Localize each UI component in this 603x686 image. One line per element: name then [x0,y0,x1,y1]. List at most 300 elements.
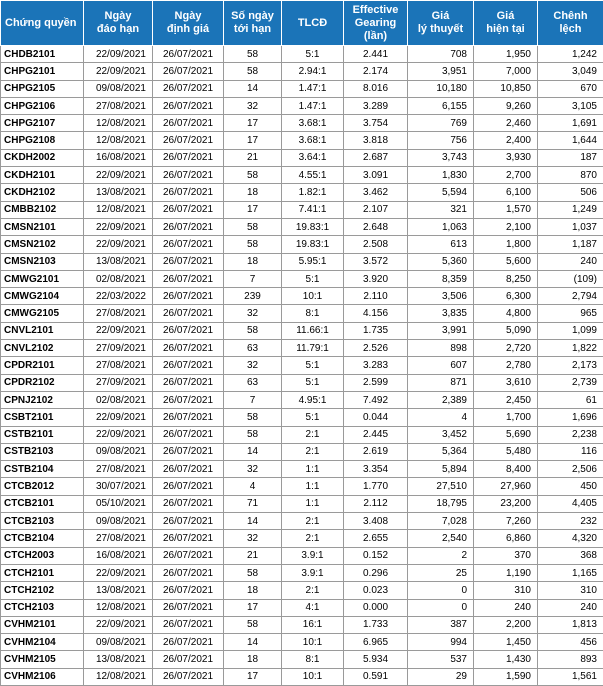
cell-warrant-code: CTCH2003 [1,547,84,564]
cell-conversion-ratio: 5:1 [282,46,344,63]
cell-days-to-maturity: 18 [224,651,282,668]
cell-theoretical-price: 29 [408,668,474,685]
cell-conversion-ratio: 5:1 [282,357,344,374]
cell-theoretical-price: 708 [408,46,474,63]
cell-difference: 3,049 [538,63,603,80]
cell-valuation-date: 26/07/2021 [153,184,224,201]
cell-effective-gearing: 3.283 [344,357,408,374]
cell-valuation-date: 26/07/2021 [153,443,224,460]
cell-warrant-code: CMWG2101 [1,270,84,287]
cell-days-to-maturity: 58 [224,616,282,633]
cell-maturity-date: 13/08/2021 [84,184,153,201]
cell-difference: 1,187 [538,236,603,253]
cell-effective-gearing: 3.818 [344,132,408,149]
cell-theoretical-price: 3,506 [408,288,474,305]
cell-current-price: 8,250 [474,270,538,287]
cell-conversion-ratio: 11.79:1 [282,340,344,357]
cell-warrant-code: CHPG2107 [1,115,84,132]
cell-valuation-date: 26/07/2021 [153,132,224,149]
cell-maturity-date: 09/08/2021 [84,80,153,97]
cell-conversion-ratio: 10:1 [282,668,344,685]
cell-theoretical-price: 537 [408,651,474,668]
cell-theoretical-price: 3,835 [408,305,474,322]
cell-effective-gearing: 2.112 [344,495,408,512]
cell-effective-gearing: 2.687 [344,149,408,166]
cell-conversion-ratio: 2:1 [282,513,344,530]
cell-maturity-date: 27/09/2021 [84,374,153,391]
cell-valuation-date: 26/07/2021 [153,530,224,547]
table-row [1,564,603,581]
cell-warrant-code: CHPG2108 [1,132,84,149]
table-row [1,115,603,132]
table-row [1,218,603,235]
cell-valuation-date: 26/07/2021 [153,115,224,132]
cell-effective-gearing: 1.735 [344,322,408,339]
cell-maturity-date: 27/08/2021 [84,357,153,374]
table-row [1,634,603,651]
cell-days-to-maturity: 17 [224,668,282,685]
cell-warrant-code: CNVL2102 [1,340,84,357]
table-row [1,63,603,80]
cell-current-price: 6,300 [474,288,538,305]
cell-valuation-date: 26/07/2021 [153,357,224,374]
cell-warrant-code: CSTB2103 [1,443,84,460]
cell-conversion-ratio: 1:1 [282,495,344,512]
cell-valuation-date: 26/07/2021 [153,651,224,668]
cell-effective-gearing: 2.648 [344,218,408,235]
cell-current-price: 2,400 [474,132,538,149]
cell-current-price: 2,200 [474,616,538,633]
cell-maturity-date: 02/08/2021 [84,270,153,287]
cell-days-to-maturity: 17 [224,599,282,616]
cell-conversion-ratio: 1.47:1 [282,97,344,114]
cell-effective-gearing: 1.733 [344,616,408,633]
cell-current-price: 2,780 [474,357,538,374]
cell-theoretical-price: 2,540 [408,530,474,547]
cell-current-price: 1,190 [474,564,538,581]
cell-theoretical-price: 994 [408,634,474,651]
cell-warrant-code: CMSN2101 [1,218,84,235]
table-row [1,201,603,218]
table-row [1,513,603,530]
cell-difference: 61 [538,391,603,408]
cell-difference: 506 [538,184,603,201]
cell-warrant-code: CSTB2104 [1,461,84,478]
cell-difference: 2,173 [538,357,603,374]
cell-warrant-code: CPDR2101 [1,357,84,374]
cell-conversion-ratio: 8:1 [282,305,344,322]
cell-effective-gearing: 8.016 [344,80,408,97]
table-row [1,426,603,443]
cell-valuation-date: 26/07/2021 [153,253,224,270]
cell-conversion-ratio: 11.66:1 [282,322,344,339]
cell-conversion-ratio: 5:1 [282,409,344,426]
cell-difference: 1,644 [538,132,603,149]
cell-days-to-maturity: 18 [224,253,282,270]
cell-days-to-maturity: 32 [224,530,282,547]
cell-maturity-date: 12/08/2021 [84,201,153,218]
cell-theoretical-price: 5,360 [408,253,474,270]
cell-maturity-date: 22/09/2021 [84,322,153,339]
cell-warrant-code: CHPG2106 [1,97,84,114]
cell-current-price: 7,000 [474,63,538,80]
cell-valuation-date: 26/07/2021 [153,616,224,633]
header-conversion-ratio: TLCĐ [282,1,344,46]
cell-maturity-date: 02/08/2021 [84,391,153,408]
cell-difference: 187 [538,149,603,166]
cell-theoretical-price: 321 [408,201,474,218]
cell-difference: 1,696 [538,409,603,426]
table-row [1,132,603,149]
cell-theoretical-price: 25 [408,564,474,581]
cell-difference: 450 [538,478,603,495]
cell-effective-gearing: 2.110 [344,288,408,305]
cell-days-to-maturity: 58 [224,564,282,581]
table-row [1,616,603,633]
cell-maturity-date: 13/08/2021 [84,253,153,270]
cell-maturity-date: 16/08/2021 [84,547,153,564]
cell-maturity-date: 27/08/2021 [84,305,153,322]
cell-difference: 965 [538,305,603,322]
cell-theoretical-price: 613 [408,236,474,253]
cell-current-price: 2,720 [474,340,538,357]
cell-days-to-maturity: 32 [224,461,282,478]
cell-maturity-date: 13/08/2021 [84,582,153,599]
cell-valuation-date: 26/07/2021 [153,340,224,357]
cell-conversion-ratio: 4:1 [282,599,344,616]
table-row [1,253,603,270]
cell-current-price: 2,100 [474,218,538,235]
table-row [1,270,603,287]
cell-valuation-date: 26/07/2021 [153,63,224,80]
cell-warrant-code: CVHM2104 [1,634,84,651]
cell-current-price: 23,200 [474,495,538,512]
cell-valuation-date: 26/07/2021 [153,167,224,184]
cell-days-to-maturity: 58 [224,46,282,63]
cell-days-to-maturity: 14 [224,634,282,651]
cell-current-price: 1,590 [474,668,538,685]
cell-effective-gearing: 5.934 [344,651,408,668]
table-row [1,668,603,685]
table-row [1,478,603,495]
cell-current-price: 2,450 [474,391,538,408]
cell-conversion-ratio: 1.47:1 [282,80,344,97]
cell-difference: 240 [538,253,603,270]
cell-warrant-code: CMSN2103 [1,253,84,270]
table-row [1,461,603,478]
cell-theoretical-price: 27,510 [408,478,474,495]
cell-difference: 2,794 [538,288,603,305]
header-current-price: Giá hiện tại [474,1,538,46]
table-row [1,409,603,426]
cell-conversion-ratio: 5:1 [282,270,344,287]
cell-warrant-code: CMWG2104 [1,288,84,305]
table-row [1,530,603,547]
header-days-to-maturity: Số ngày tới hạn [224,1,282,46]
cell-current-price: 10,850 [474,80,538,97]
cell-days-to-maturity: 21 [224,547,282,564]
cell-maturity-date: 22/09/2021 [84,46,153,63]
cell-warrant-code: CTCH2102 [1,582,84,599]
cell-theoretical-price: 1,830 [408,167,474,184]
table-row [1,340,603,357]
cell-maturity-date: 16/08/2021 [84,149,153,166]
cell-effective-gearing: 2.441 [344,46,408,63]
cell-current-price: 6,860 [474,530,538,547]
cell-effective-gearing: 2.619 [344,443,408,460]
table-row [1,80,603,97]
cell-days-to-maturity: 18 [224,582,282,599]
cell-days-to-maturity: 4 [224,478,282,495]
cell-days-to-maturity: 17 [224,132,282,149]
cell-maturity-date: 22/09/2021 [84,218,153,235]
cell-current-price: 8,400 [474,461,538,478]
cell-theoretical-price: 3,743 [408,149,474,166]
cell-difference: 1,561 [538,668,603,685]
cell-maturity-date: 22/09/2021 [84,63,153,80]
cell-effective-gearing: 0.000 [344,599,408,616]
cell-days-to-maturity: 32 [224,305,282,322]
cell-warrant-code: CPDR2102 [1,374,84,391]
cell-theoretical-price: 18,795 [408,495,474,512]
table-row [1,357,603,374]
cell-days-to-maturity: 58 [224,167,282,184]
cell-valuation-date: 26/07/2021 [153,46,224,63]
cell-effective-gearing: 0.591 [344,668,408,685]
cell-effective-gearing: 3.572 [344,253,408,270]
cell-theoretical-price: 3,991 [408,322,474,339]
cell-valuation-date: 26/07/2021 [153,270,224,287]
cell-theoretical-price: 10,180 [408,80,474,97]
cell-effective-gearing: 2.655 [344,530,408,547]
cell-effective-gearing: 2.445 [344,426,408,443]
cell-warrant-code: CKDH2101 [1,167,84,184]
cell-warrant-code: CMWG2105 [1,305,84,322]
cell-current-price: 2,460 [474,115,538,132]
cell-current-price: 1,450 [474,634,538,651]
cell-conversion-ratio: 2:1 [282,582,344,599]
cell-valuation-date: 26/07/2021 [153,391,224,408]
cell-maturity-date: 30/07/2021 [84,478,153,495]
cell-valuation-date: 26/07/2021 [153,409,224,426]
cell-days-to-maturity: 17 [224,201,282,218]
cell-days-to-maturity: 58 [224,426,282,443]
cell-warrant-code: CTCB2101 [1,495,84,512]
cell-valuation-date: 26/07/2021 [153,668,224,685]
cell-valuation-date: 26/07/2021 [153,426,224,443]
cell-maturity-date: 27/08/2021 [84,461,153,478]
table-row [1,236,603,253]
cell-maturity-date: 09/08/2021 [84,443,153,460]
cell-conversion-ratio: 5.95:1 [282,253,344,270]
cell-theoretical-price: 8,359 [408,270,474,287]
cell-theoretical-price: 4 [408,409,474,426]
cell-maturity-date: 22/09/2021 [84,167,153,184]
cell-current-price: 240 [474,599,538,616]
cell-difference: 2,506 [538,461,603,478]
cell-conversion-ratio: 1:1 [282,461,344,478]
table-row [1,495,603,512]
cell-days-to-maturity: 14 [224,443,282,460]
cell-warrant-code: CMSN2102 [1,236,84,253]
cell-warrant-code: CKDH2002 [1,149,84,166]
cell-days-to-maturity: 71 [224,495,282,512]
cell-warrant-code: CTCB2104 [1,530,84,547]
cell-maturity-date: 12/08/2021 [84,115,153,132]
cell-difference: 116 [538,443,603,460]
cell-theoretical-price: 0 [408,599,474,616]
cell-effective-gearing: 3.462 [344,184,408,201]
cell-maturity-date: 09/08/2021 [84,513,153,530]
cell-conversion-ratio: 8:1 [282,651,344,668]
cell-warrant-code: CSBT2101 [1,409,84,426]
cell-conversion-ratio: 2:1 [282,443,344,460]
cell-maturity-date: 12/08/2021 [84,668,153,685]
cell-maturity-date: 13/08/2021 [84,651,153,668]
cell-days-to-maturity: 63 [224,340,282,357]
table-row [1,651,603,668]
cell-theoretical-price: 0 [408,582,474,599]
cell-conversion-ratio: 1:1 [282,478,344,495]
cell-days-to-maturity: 17 [224,115,282,132]
cell-conversion-ratio: 4.95:1 [282,391,344,408]
cell-theoretical-price: 7,028 [408,513,474,530]
cell-warrant-code: CKDH2102 [1,184,84,201]
table-row [1,167,603,184]
cell-current-price: 7,260 [474,513,538,530]
cell-valuation-date: 26/07/2021 [153,564,224,581]
cell-valuation-date: 26/07/2021 [153,305,224,322]
cell-difference: 232 [538,513,603,530]
cell-theoretical-price: 5,364 [408,443,474,460]
cell-theoretical-price: 5,894 [408,461,474,478]
header-maturity-date: Ngày đáo hạn [84,1,153,46]
cell-conversion-ratio: 7.41:1 [282,201,344,218]
cell-maturity-date: 22/03/2022 [84,288,153,305]
cell-theoretical-price: 607 [408,357,474,374]
cell-difference: 4,320 [538,530,603,547]
cell-conversion-ratio: 10:1 [282,634,344,651]
cell-warrant-code: CVHM2106 [1,668,84,685]
cell-effective-gearing: 2.508 [344,236,408,253]
cell-effective-gearing: 0.152 [344,547,408,564]
cell-valuation-date: 26/07/2021 [153,634,224,651]
cell-conversion-ratio: 2.94:1 [282,63,344,80]
cell-maturity-date: 12/08/2021 [84,132,153,149]
cell-valuation-date: 26/07/2021 [153,599,224,616]
cell-effective-gearing: 1.770 [344,478,408,495]
cell-difference: 2,739 [538,374,603,391]
cell-difference: 893 [538,651,603,668]
table-row [1,391,603,408]
cell-conversion-ratio: 3.9:1 [282,547,344,564]
cell-conversion-ratio: 2:1 [282,530,344,547]
cell-current-price: 5,090 [474,322,538,339]
cell-effective-gearing: 3.920 [344,270,408,287]
cell-difference: 368 [538,547,603,564]
cell-valuation-date: 26/07/2021 [153,547,224,564]
cell-difference: (109) [538,270,603,287]
cell-difference: 1,242 [538,46,603,63]
table-body [1,46,603,686]
cell-effective-gearing: 3.091 [344,167,408,184]
cell-warrant-code: CTCB2012 [1,478,84,495]
cell-current-price: 3,610 [474,374,538,391]
cell-maturity-date: 12/08/2021 [84,599,153,616]
cell-maturity-date: 22/09/2021 [84,616,153,633]
cell-current-price: 1,800 [474,236,538,253]
table-row [1,149,603,166]
cell-difference: 456 [538,634,603,651]
cell-effective-gearing: 4.156 [344,305,408,322]
cell-days-to-maturity: 7 [224,270,282,287]
cell-conversion-ratio: 4.55:1 [282,167,344,184]
cell-conversion-ratio: 19.83:1 [282,218,344,235]
cell-days-to-maturity: 21 [224,149,282,166]
cell-effective-gearing: 3.289 [344,97,408,114]
cell-current-price: 5,690 [474,426,538,443]
table-row [1,374,603,391]
table-row [1,46,603,63]
cell-effective-gearing: 0.023 [344,582,408,599]
cell-days-to-maturity: 58 [224,409,282,426]
cell-conversion-ratio: 3.68:1 [282,115,344,132]
table-row [1,184,603,201]
cell-effective-gearing: 2.174 [344,63,408,80]
cell-difference: 1,099 [538,322,603,339]
cell-conversion-ratio: 5:1 [282,374,344,391]
cell-maturity-date: 22/09/2021 [84,564,153,581]
header-theoretical-price: Giá lý thuyết [408,1,474,46]
cell-difference: 1,691 [538,115,603,132]
cell-valuation-date: 26/07/2021 [153,288,224,305]
cell-effective-gearing: 2.107 [344,201,408,218]
cell-conversion-ratio: 16:1 [282,616,344,633]
cell-theoretical-price: 387 [408,616,474,633]
cell-warrant-code: CTCH2103 [1,599,84,616]
cell-effective-gearing: 3.408 [344,513,408,530]
cell-valuation-date: 26/07/2021 [153,236,224,253]
cell-difference: 2,238 [538,426,603,443]
cell-maturity-date: 27/08/2021 [84,97,153,114]
cell-theoretical-price: 3,951 [408,63,474,80]
cell-difference: 1,822 [538,340,603,357]
cell-difference: 1,037 [538,218,603,235]
cell-difference: 240 [538,599,603,616]
cell-effective-gearing: 7.492 [344,391,408,408]
cell-difference: 870 [538,167,603,184]
table-row [1,97,603,114]
cell-maturity-date: 22/09/2021 [84,236,153,253]
cell-maturity-date: 09/08/2021 [84,634,153,651]
cell-warrant-code: CTCB2103 [1,513,84,530]
cell-maturity-date: 27/09/2021 [84,340,153,357]
table-row [1,599,603,616]
cell-valuation-date: 26/07/2021 [153,582,224,599]
cell-effective-gearing: 6.965 [344,634,408,651]
header-effective-gearing: Effective Gearing (lần) [344,1,408,46]
cell-valuation-date: 26/07/2021 [153,495,224,512]
cell-warrant-code: CVHM2105 [1,651,84,668]
cell-theoretical-price: 2,389 [408,391,474,408]
cell-conversion-ratio: 19.83:1 [282,236,344,253]
cell-days-to-maturity: 58 [224,218,282,235]
cell-days-to-maturity: 14 [224,513,282,530]
cell-conversion-ratio: 2:1 [282,426,344,443]
cell-effective-gearing: 2.599 [344,374,408,391]
cell-valuation-date: 26/07/2021 [153,97,224,114]
cell-valuation-date: 26/07/2021 [153,478,224,495]
